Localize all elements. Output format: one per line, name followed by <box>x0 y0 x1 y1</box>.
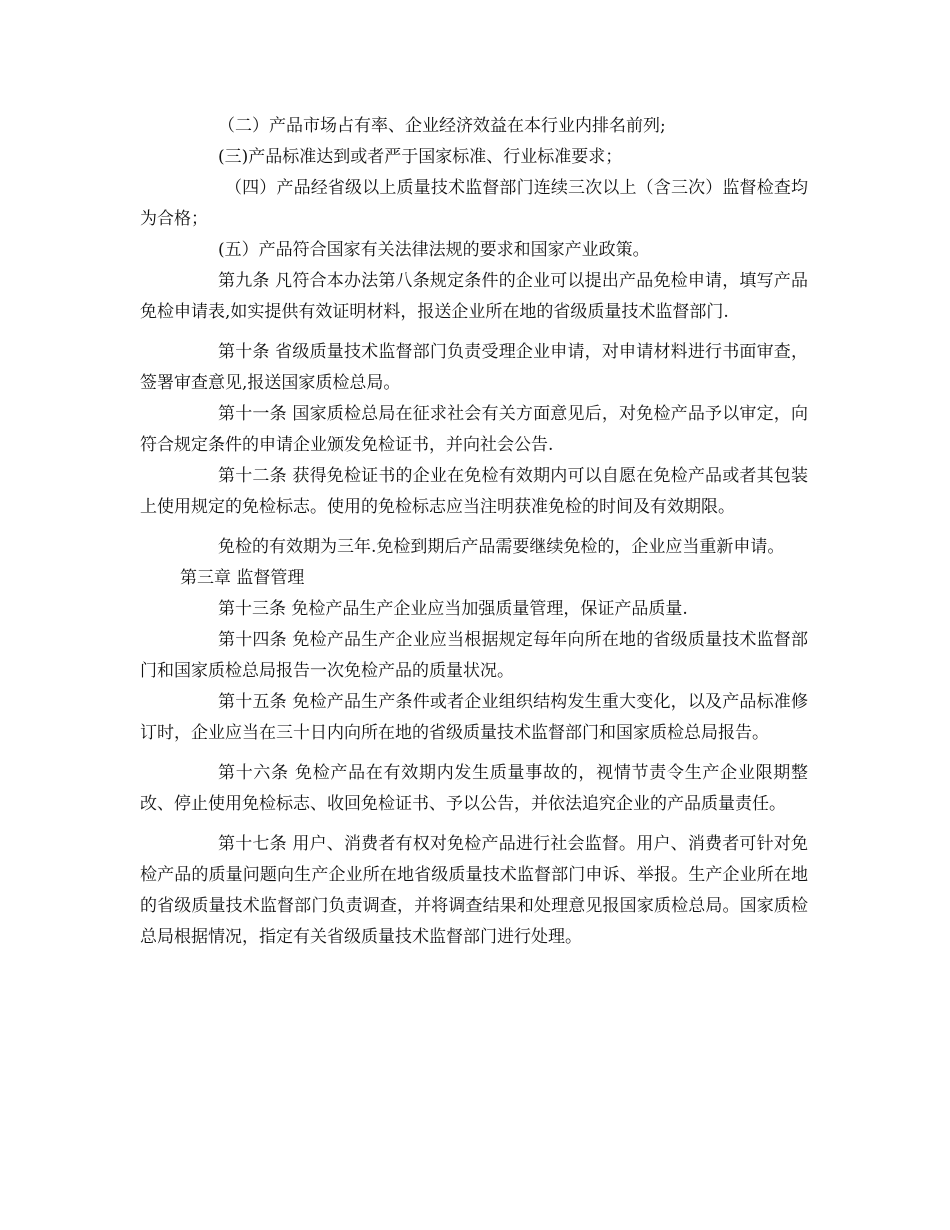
article-9: 第九条 凡符合本办法第八条规定条件的企业可以提出产品免检申请，填写产品免检申请表,如实提供有效证明材料，报送企业所在地的省级质量技术监督部门. <box>140 271 808 322</box>
validity-paragraph: 免检的有效期为三年.免检到期后产品需要继续免检的，企业应当重新申请。 <box>218 537 785 557</box>
document-page <box>140 111 808 953</box>
clause-item-3: (三)产品标准达到或者严于国家标准、行业标准要求； <box>218 147 623 167</box>
article-16: 第十六条 免检产品在有效期内发生质量事故的，视情节责令生产企业限期整改、停止使用免检标志、收回免检证书、予以公告，并依法追究企业的产品质量责任。 <box>140 763 808 814</box>
article-15: 第十五条 免检产品生产条件或者企业组织结构发生重大变化，以及产品标准修订时，企业应当在三十日内向所在地的省级质量技术监督部门和国家质检总局报告。 <box>140 692 808 743</box>
article-13: 第十三条 免检产品生产企业应当加强质量管理，保证产品质量. <box>218 599 688 619</box>
clause-item-5: (五）产品符合国家有关法律法规的要求和国家产业政策。 <box>218 240 650 260</box>
article-17: 第十七条 用户、消费者有权对免检产品进行社会监督。用户、消费者可针对免检产品的质量问题向生产企业所在地省级质量技术监督部门申诉、举报。生产企业所在地的省级质量技术监督部门负责调查，并将调查结果和处理意见报国家质检总局。国家质检总局根据情况，指定有关省级质量技术监督部门进行处理。 <box>140 834 808 947</box>
clause-item-4: （四）产品经省级以上质量技术监督部门连续三次以上（含三次）监督检查均为合格； <box>140 178 808 229</box>
article-12: 第十二条 获得免检证书的企业在免检有效期内可以自愿在免检产品或者其包装上使用规定的免检标志。使用的免检标志应当注明获准免检的时间及有效期限。 <box>140 466 808 517</box>
article-14: 第十四条 免检产品生产企业应当根据规定每年向所在地的省级质量技术监督部门和国家质检总局报告一次免检产品的质量状况。 <box>140 630 808 681</box>
article-11: 第十一条 国家质检总局在征求社会有关方面意见后，对免检产品予以审定，向符合规定条件的申请企业颁发免检证书，并向社会公告. <box>140 404 808 455</box>
clause-item-2: （二）产品市场占有率、企业经济效益在本行业内排名前列; <box>218 116 666 136</box>
article-10: 第十条 省级质量技术监督部门负责受理企业申请，对申请材料进行书面审查，签署审查意见,报送国家质检总局。 <box>140 342 808 393</box>
chapter-heading: 第三章 监督管理 <box>180 568 305 588</box>
